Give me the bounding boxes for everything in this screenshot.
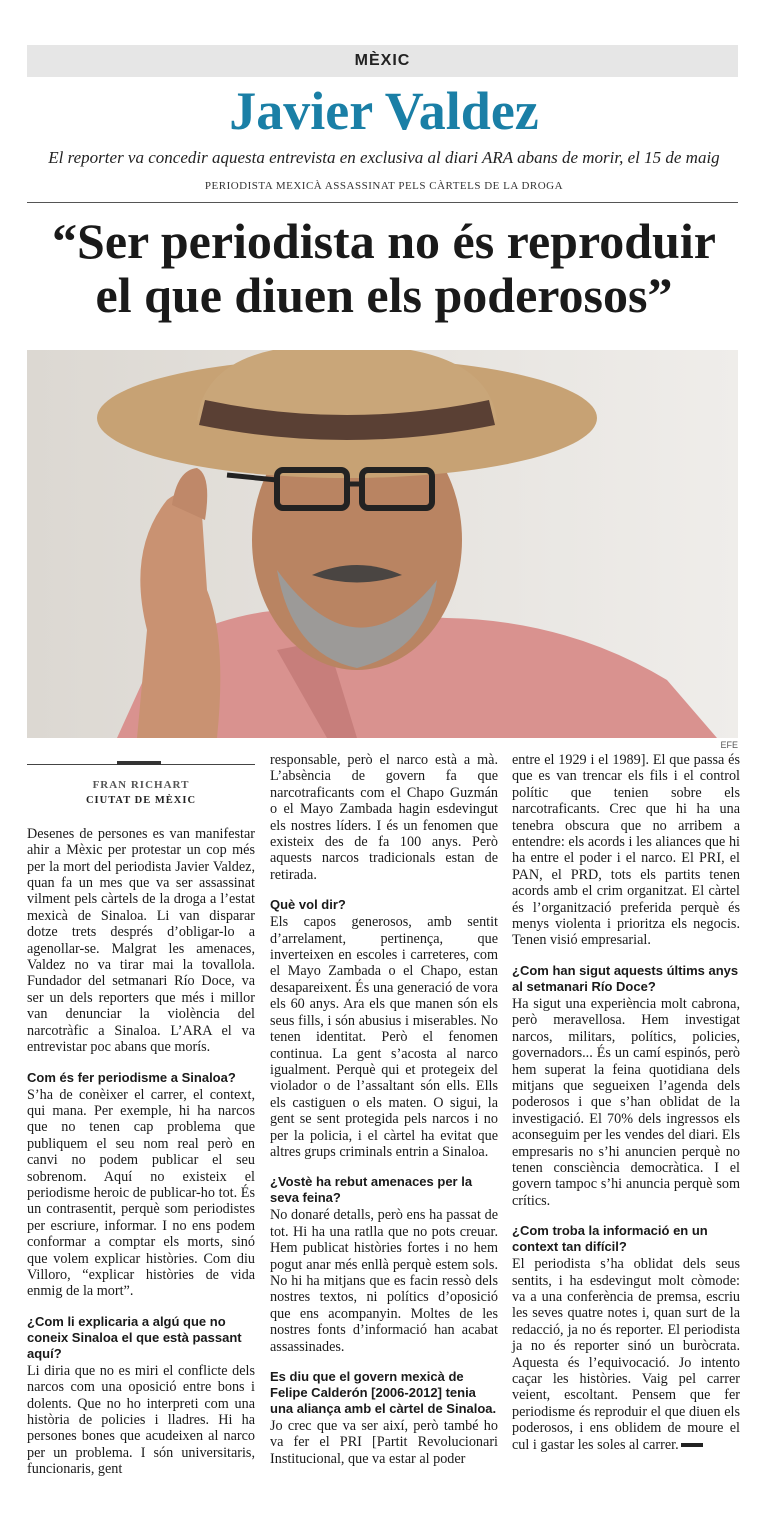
answer-5-part-2: entre el 1929 i el 1989]. El que passa és que es van trencar els fils i el control polític que tenien sobre els narcotraficants. Crec que hi ha una tenebra obscura que no arribem a entendre: els acords i les aliances que hi ha entre el poder i el narco. El PRI, el PAN, el PRD, tots els partits tenen acords amb el crim organitzat. El càrtel és l’organització preferida perquè és menys violenta i prioritza els negocis. Tenen visió empresarial. <box>512 752 740 949</box>
section-label: MÈXIC <box>354 52 411 69</box>
answer-6: Ha sigut una experiència molt cabrona, però meravellosa. Hem investigat narcos, militars, polítics, policies, governadors... És un camí espinós, però hem superat la feina quotidiana dels mitjans que segueixen l’agenda dels poderosos i que s’han oblidat de la investigació. El 70% dels ingressos els aconseguim per les vendes del diari. Els empresaris no s’hi anuncien perquè no tenen consciència democràtica. I el govern tampoc s’hi anuncia perquè som crítics. <box>512 995 740 1209</box>
article-column-2 <box>270 752 498 1475</box>
answer-4: No donaré detalls, però ens ha passat de tot. Hi ha una ratlla que no pots creuar. Hem publicat històries fortes i no hem pogut anar més enllà perquè estem sols. No hi ha mitjans que es facin ressò dels nostres textos, ni polítics d’oposició que ens acompanyin. Moltes de les nostres fonts d’informació han acabat assassinades. <box>270 1207 498 1355</box>
answer-7: El periodista s’ha oblidat dels seus sentits, i ha esdevingut molt còmode: va a una conferència de premsa, escriu les seves quatre notes i, quan surt de la redacció, ja no és reporter. El periodista ja no és reporter sinó un buròcrata. Aquesta és l’equivocació. Jo intento caçar les històries. Vaig pel carrer veient, escoltant. Pensem que fer periodisme és reproduir el que diuen els poderosos, i ens oblidem de moure el cul i gastar les soles al carrer. <box>512 1256 740 1453</box>
answer-7-wrap <box>512 1256 740 1453</box>
portrait-photo <box>27 350 738 738</box>
answer-2-part-2: responsable, però el narco està a mà. L’absència de govern fa que narcotraficants com el Chapo Guzmán o el Mayo Zambada hagin esdevingut els nostres líders. I és un fenomen que existeix des de fa 100 anys. Però aquests narcos tradicionals estan de retirada. <box>270 752 498 883</box>
article-intro: Desenes de persones es van manifestar ahir a Mèxic per protestar un cop més per la mort del periodista Javier Valdez, quan fa un mes que va ser assassinat vilment pels càrtels de la droga a l’estat mexicà de Sinaloa. Li van disparar dotze trets després d’obligar-lo a agenollar-se. Malgrat les amenaces, Valdez no va tirar mai la tovallola. Fundador del setmanari Río Doce, va ser un dels reporters que més i millor van denunciar la violència del narcotràfic a Sinaloa. L’ARA el va entrevistar poc abans que morís. <box>27 825 255 1056</box>
question-3: Què vol dir? <box>270 897 346 913</box>
byline-author: FRAN RICHART <box>92 779 190 791</box>
headline-line-1: “Ser periodista no és reproduir <box>52 213 716 269</box>
question-6: ¿Com han sigut aquests últims anys al setmanari Río Doce? <box>512 962 739 994</box>
article-column-1 <box>27 752 255 1486</box>
photo-credit: EFE <box>720 740 738 750</box>
question-2: ¿Com li explicaria a algú que no coneix Sinaloa el que està passant aquí? <box>27 1313 242 1361</box>
end-mark <box>681 1443 703 1447</box>
answer-1: S’ha de conèixer el carrer, el context, qui mana. Per exemple, hi ha narcos que no tenen cap problema que publiquem el seu nom real però en canvi no podem publicar el seu sobrenom. Aquí no existeix el periodisme heroic de publicar-ho tot. És un contrasentit, perquè som periodistes per escriure, informar. I no ens podem conformar a comptar els morts, sinó que volem explicar històries. Com diu Villoro, “explicar històries de vida enmig de la mort”. <box>27 1086 255 1300</box>
answer-2-part-1: Li diria que no es miri el conflicte dels narcos com una oposició entre bons i dolents. Que no ho interpreti com una història de policies i lladres. Hi ha persones bones que acudeixen al narco per un problema. I són universitaris, funcionaris, gent <box>27 1362 255 1478</box>
answer-3: Els capos generosos, amb sentit d’arrelament, pertinença, que inverteixen en escoles i carreteres, com el Mayo Zambada o el Chapo, estan desapareixent. És una generació de vora els 60 anys. Ara els que manen són els seus fills, i són abusius i miserables. No tenen identitat. Però el fenomen continua. La gent s’acosta al narco igualment. Perquè qui et protegeix del violador o de l’assaltant són ells. Ells els castiguen o els maten. O sigui, la gent se sent protegida pels narcos i no per la policia, i el càrtel ha evitat que altres grups criminals entrin a Sinaloa. <box>270 914 498 1160</box>
article-column-3 <box>512 752 740 1461</box>
headline-line-2: el que diuen els poderosos” <box>95 267 673 323</box>
question-7: ¿Com troba la informació en un context tan difícil? <box>512 1223 708 1255</box>
headline <box>20 214 748 322</box>
section-bar <box>27 45 738 77</box>
portrait-illustration <box>27 350 738 738</box>
byline-city: CIUTAT DE MÈXIC <box>85 795 197 807</box>
question-1: Com és fer periodisme a Sinaloa? <box>27 1069 236 1085</box>
header-rule <box>27 202 738 203</box>
question-4: ¿Vostè ha rebut amenaces per la seva feina? <box>270 1174 473 1206</box>
question-5: Es diu que el govern mexicà de Felipe Calderón [2006-2012] tenia una aliança amb el càrtel de Sinaloa. <box>270 1369 497 1416</box>
byline-rule <box>27 764 255 765</box>
answer-5-part-1: Jo crec que va ser així, però també ho va fer el PRI [Partit Revolucionari Institucional, que va estar al poder <box>270 1418 498 1467</box>
interviewee-name: Javier Valdez <box>229 81 539 141</box>
kicker: PERIODISTA MEXICÀ ASSASSINAT PELS CÀRTELS DE LA DROGA <box>204 180 564 192</box>
subtitle: El reporter va concedir aquesta entrevista en exclusiva al diari ARA abans de morir, el 15 de maig <box>48 148 720 167</box>
